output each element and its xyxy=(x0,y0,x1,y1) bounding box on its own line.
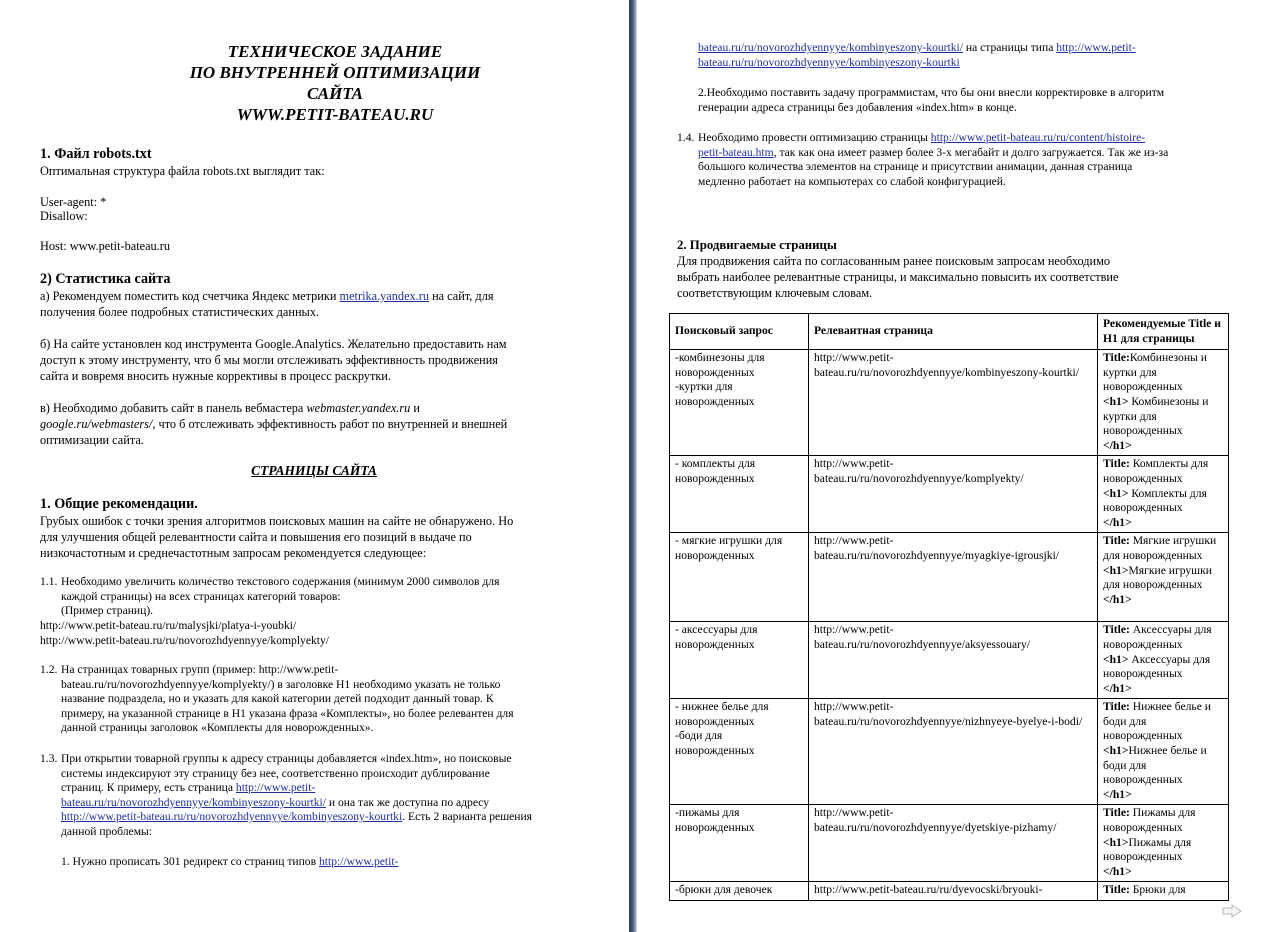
cell-page: http://www.petit-bateau.ru/ru/novorozhdyennyye/dyetskiye-pizhamy/ xyxy=(809,805,1098,882)
query-line: - мягкие игрушки для новорожденных xyxy=(675,534,783,562)
title-label: Title: xyxy=(1103,457,1130,471)
header-page: Релевантная страница xyxy=(809,314,1098,350)
h1-value: Пижамы для новорожденных xyxy=(1103,835,1192,864)
general-line1: Грубых ошибок с точки зрения алгоритмов поисковых машин на сайте не обнаружено. Но xyxy=(40,514,514,528)
h1-value: Комплекты для новорожденных xyxy=(1103,486,1207,515)
histoire-link-b[interactable]: petit-bateau.htm xyxy=(698,145,774,159)
histoire-link-a[interactable]: http://www.petit-bateau.ru/ru/content/histoire- xyxy=(930,131,1146,144)
cell-title-h1 xyxy=(1098,533,1229,622)
title-value: Нижнее белье и боди для новорожденных xyxy=(1103,700,1211,743)
cell-query xyxy=(670,882,809,901)
h1-label: <h1> xyxy=(1103,394,1129,408)
stats-b-line2: доступ к этому инструменту, что б мы могли отслеживать эффективность продвижения xyxy=(40,353,498,367)
stats-c-line2: google.ru/webmasters/, что б отслеживать эффективность работ по внутренней и внешней xyxy=(40,417,508,431)
h1-label: <h1> xyxy=(1103,744,1129,758)
h1-value: Аксессуары для новорожденных xyxy=(1103,652,1211,681)
h1-close: </h1> xyxy=(1103,438,1132,452)
stats-b-line1: б) На сайте установлен код инструмента Google.Analytics. Желательно предоставить нам xyxy=(40,337,507,351)
h1-close: </h1> xyxy=(1103,592,1132,606)
h1-value: Мягкие игрушки для новорожденных xyxy=(1103,563,1212,592)
robots-host: Host: www.petit-bateau.ru xyxy=(40,239,170,253)
query-line: - нижнее белье для новорожденных xyxy=(675,700,769,728)
table-header-row xyxy=(670,314,1229,350)
cell-query xyxy=(670,805,809,882)
robots-intro: Оптимальная структура файла robots.txt выглядит так: xyxy=(40,164,325,178)
stats-a-line1: а) Рекомендуем поместить код счетчика Яндекс метрики metrika.yandex.ru на сайт, для xyxy=(40,289,494,303)
cell-query xyxy=(670,622,809,699)
general-line3: низкочастотным и среднечастотным запросам рекомендуется следующее: xyxy=(40,546,427,560)
item-1-3-sub1: 1. Нужно прописать 301 редирект со страниц типов http://www.petit- xyxy=(61,855,399,868)
title-value: Аксессуары для новорожденных xyxy=(1103,623,1212,651)
cell-title-h1 xyxy=(1098,805,1229,882)
h1-value: Комбинезоны и куртки для новорожденных xyxy=(1103,394,1209,438)
h1-close: </h1> xyxy=(1103,681,1132,695)
title-label: Title: xyxy=(1103,534,1130,548)
cell-page: http://www.petit-bateau.ru/ru/novorozhdyennyye/kombinyeszony-kourtki/ xyxy=(809,350,1098,456)
query-line: -брюки для девочек xyxy=(675,883,773,897)
cell-query xyxy=(670,533,809,622)
h1-close: </h1> xyxy=(1103,787,1132,801)
query-line: - комплекты для новорожденных xyxy=(675,457,756,485)
right-page xyxy=(638,0,1264,932)
query-line: - аксессуары для новорожденных xyxy=(675,623,758,651)
query-line: -пижамы для новорожденных xyxy=(675,806,755,835)
title-value: Брюки для xyxy=(1129,883,1186,897)
table-row xyxy=(670,882,1229,901)
title-value: Мягкие игрушки для новорожденных xyxy=(1103,534,1217,562)
cell-page: http://www.petit-bateau.ru/ru/novorozhdyennyye/nizhnyeye-byelye-i-bodi/ xyxy=(809,699,1098,805)
document-title: ТЕХНИЧЕСКОЕ ЗАДАНИЕ ПО ВНУТРЕННЕЙ ОПТИМИЗАЦИИ САЙТА WWW.PETIT-BATEAU.RU xyxy=(189,42,481,124)
stats-c-line3: оптимизации сайта. xyxy=(40,433,144,447)
header-title-h1: Рекомендуемые Title и H1 для страницы xyxy=(1098,314,1229,350)
table-row xyxy=(670,699,1229,805)
cell-title-h1 xyxy=(1098,456,1229,533)
query-line: -комбинезоны для новорожденных xyxy=(675,351,765,379)
h1-label: <h1> xyxy=(1103,486,1129,500)
kombinyeszony-link-1a[interactable]: http://www.petit- xyxy=(235,781,316,795)
cell-title-h1 xyxy=(1098,882,1229,901)
next-page-arrow-icon[interactable] xyxy=(1222,904,1242,918)
query-line: -боди для новорожденных xyxy=(675,729,755,758)
promoted-line1: Для продвижения сайта по согласованным ранее поисковым запросам необходимо xyxy=(677,254,1111,268)
cell-page: http://www.petit-bateau.ru/ru/novorozhdyennyye/komplyekty/ xyxy=(809,456,1098,533)
cell-title-h1 xyxy=(1098,622,1229,699)
cell-query xyxy=(670,699,809,805)
promoted-line3: соответствующим ключевым словам. xyxy=(677,286,873,300)
title-label: Title: xyxy=(1103,623,1130,637)
kombinyeszony-link-4b[interactable]: bateau.ru/ru/novorozhdyennyye/kombinyeszony-kourtki xyxy=(698,56,960,69)
title-value: Комплекты для новорожденных xyxy=(1103,457,1209,485)
kombinyeszony-link-1b[interactable]: bateau.ru/ru/novorozhdyennyye/kombinyeszony-kourtki/ xyxy=(61,795,326,809)
item-1-4: 1.4. Необходимо провести оптимизацию страницы http://www.petit-bateau.ru/ru/content/histoire- petit-bateau.htm, так как она имеет размер более 3-х мегабайт и долго загружается. Так же из-за большого количества элементов на странице и присутствии анимации, данная страница медленно работает на компьютерах со слабой конфигурацией. xyxy=(677,131,1169,188)
cell-page: http://www.petit-bateau.ru/ru/dyevocski/bryouki- xyxy=(809,882,1098,901)
cell-page: http://www.petit-bateau.ru/ru/novorozhdyennyye/myagkiye-igrousjki/ xyxy=(809,533,1098,622)
example-url-1: http://www.petit-bateau.ru/ru/malysjki/platya-i-youbki/ xyxy=(40,619,297,632)
keywords-table xyxy=(669,313,1229,901)
item-1-3: 1.3. При открытии товарной группы к адресу страницы добавляется «index.htm», но поисковые системы индексируют эту страницу без нее, соответственно происходит дублирование страниц. К примеру, есть страница http://www.petit- bateau.ru/ru/novorozhdyennyye/kombinyeszony-kourtki/ и она так же доступна по адресу http://www.petit-bateau.ru/ru/novorozhdyennyye/kombinyeszony-kourtki. Есть 2 варианта решения данной проблемы: xyxy=(40,752,533,838)
stats-a-line2: получения более подробных статистических данных. xyxy=(40,305,320,319)
table-row xyxy=(670,350,1229,456)
section-stats-heading: 2) Статистика сайта xyxy=(40,271,171,287)
cell-query xyxy=(670,350,809,456)
h1-label: <h1> xyxy=(1103,835,1129,849)
solution-2-line1: 2.Необходимо поставить задачу программистам, что бы они внесли корректировке в алгоритм xyxy=(698,86,1165,99)
metrika-link[interactable]: metrika.yandex.ru xyxy=(339,289,429,303)
kombinyeszony-link-2[interactable]: http://www.petit-bateau.ru/ru/novorozhdyennyye/kombinyeszony-kourtki xyxy=(61,810,403,824)
header-query: Поисковый запрос xyxy=(670,314,809,350)
h1-close: </h1> xyxy=(1103,864,1132,878)
title-label: Title: xyxy=(1103,806,1130,820)
item-1-2: 1.2. На страницах товарных групп (пример: http://www.petit- bateau.ru/ru/novorozhdyennyye/komplyekty/) в заголовке H1 необходимо указать не только название подраздела, но и указать для какой категории детей подходит данный товар. К примеру, на указанной странице в H1 указана фраза «Комплекты», но более релевантен для данной страницы заголовок «Комплекты для новорожденных». xyxy=(40,663,514,735)
cell-title-h1 xyxy=(1098,699,1229,805)
stats-b-line3: сайта и вовремя вносить нужные коррективы в процесс раскрутки. xyxy=(40,369,391,383)
table-row xyxy=(670,533,1229,622)
pages-heading: СТРАНИЦЫ САЙТА xyxy=(251,463,377,478)
cell-page: http://www.petit-bateau.ru/ru/novorozhdyennyye/aksyessouary/ xyxy=(809,622,1098,699)
kombinyeszony-link-3[interactable]: bateau.ru/ru/novorozhdyennyye/kombinyeszony-kourtki/ xyxy=(698,41,963,54)
general-line2: для улучшения общей релевантности сайта и повышения его позиций в выдаче по xyxy=(40,530,472,544)
item-1-1: 1.1. Необходимо увеличить количество текстового содержания (минимум 2000 символов для каждой страницы) на всех страницах категорий товаров: (Пример страниц). xyxy=(40,575,500,618)
redirect-continuation-1: bateau.ru/ru/novorozhdyennyye/kombinyeszony-kourtki/ на страницы типа http://www.petit- xyxy=(698,41,1136,54)
table-row xyxy=(670,456,1229,533)
title-value: Комбинезоны и куртки для новорожденных xyxy=(1103,351,1207,394)
left-page xyxy=(0,0,630,932)
redirect-continuation-2 xyxy=(698,56,960,71)
general-recommendations-heading: 1. Общие рекомендации. xyxy=(40,496,198,512)
section-robots-heading: 1. Файл robots.txt xyxy=(40,146,152,162)
cell-title-h1 xyxy=(1098,350,1229,456)
h1-label: <h1> xyxy=(1103,563,1129,577)
title-label: Title: xyxy=(1103,700,1130,714)
robots-disallow: Disallow: xyxy=(40,209,88,223)
promoted-line2: выбрать наиболее релевантные страницы, и максимально повысить их соответствие xyxy=(677,270,1119,284)
h1-label: <h1> xyxy=(1103,652,1129,666)
example-url-2: http://www.petit-bateau.ru/ru/novorozhdyennyye/komplyekty/ xyxy=(40,634,330,647)
robots-user-agent: User-agent: * xyxy=(40,195,107,209)
promoted-pages-heading: 2. Продвигаемые страницы xyxy=(677,238,837,252)
table-row xyxy=(670,622,1229,699)
title-label: Title: xyxy=(1103,883,1130,897)
solution-2-line2: генерации адреса страницы без добавления «index.htm» в конце. xyxy=(698,101,1017,114)
cell-query xyxy=(670,456,809,533)
stats-c-line1: в) Необходимо добавить сайт в панель вебмастера webmaster.yandex.ru и xyxy=(40,401,420,415)
page-gutter xyxy=(629,0,637,932)
query-line: -куртки для новорожденных xyxy=(675,380,755,408)
redirect-link[interactable]: http://www.petit- xyxy=(318,855,399,868)
h1-value: Нижнее белье и боди для новорожденных xyxy=(1103,744,1207,787)
h1-close: </h1> xyxy=(1103,515,1132,529)
title-label: Title: xyxy=(1103,351,1130,365)
title-value: Пижамы для новорожденных xyxy=(1103,806,1196,835)
kombinyeszony-link-4a[interactable]: http://www.petit- xyxy=(1056,41,1136,54)
table-row xyxy=(670,805,1229,882)
